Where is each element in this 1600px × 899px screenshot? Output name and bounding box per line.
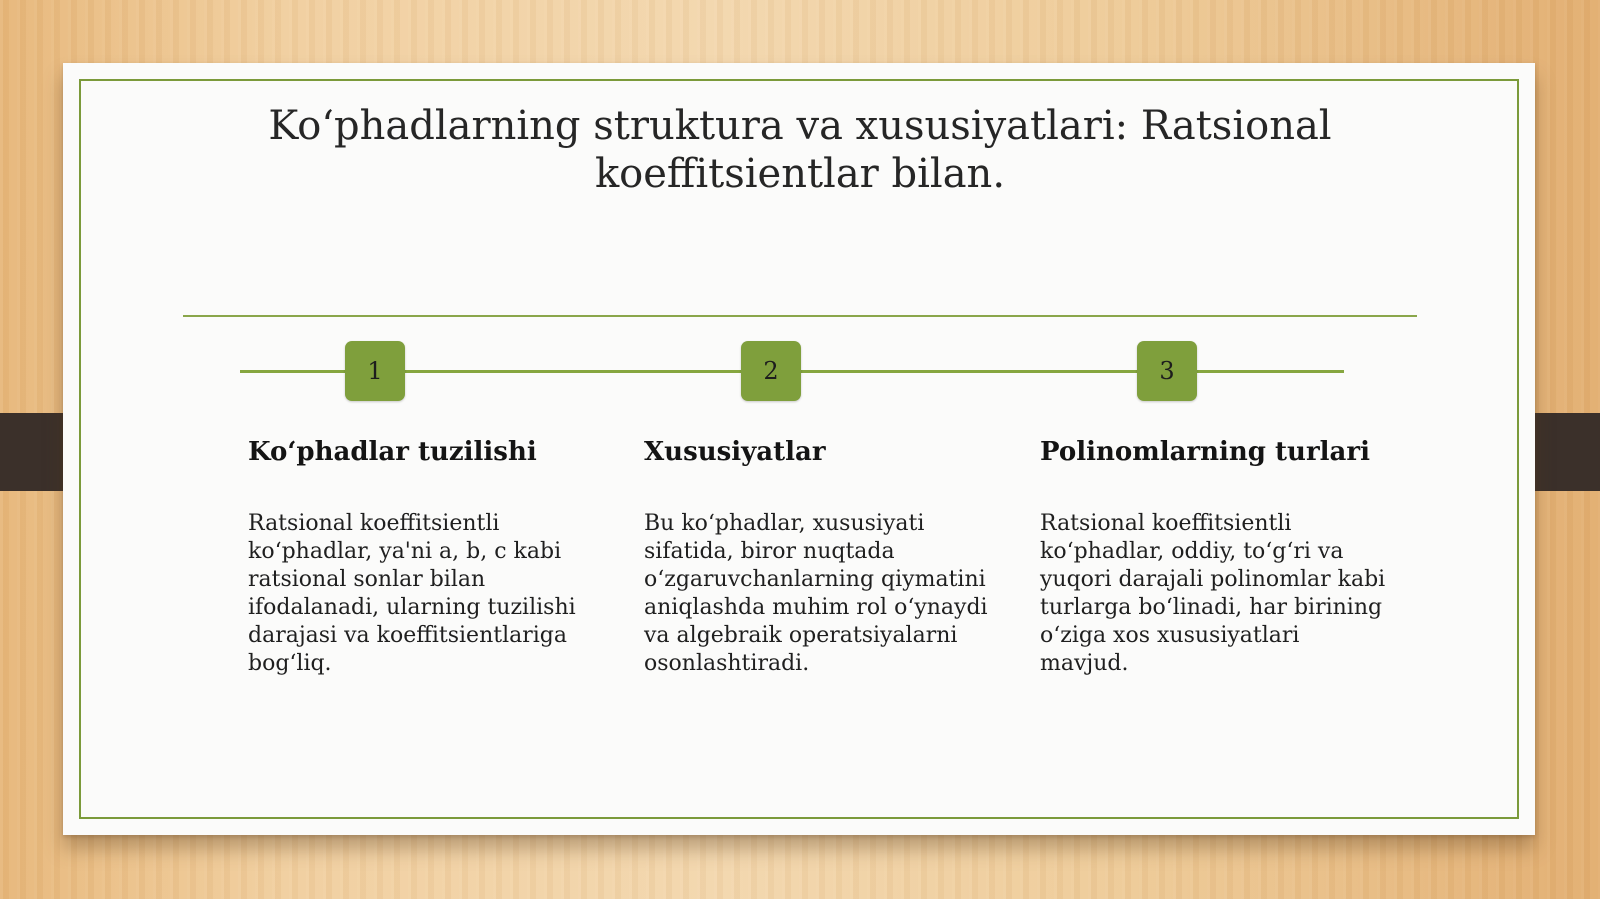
step-heading-3: Polinomlarning turlari [1040, 437, 1370, 467]
step-column-2 [644, 436, 994, 676]
step-text-2: Bu ko‘phadlar, xususiyati sifatida, biror nuqtada o‘zgaruvchanlarning qiymatini aniqlashda muhim rol o‘ynaydi va algebraik operatsiyalarni osonlashtiradi. [644, 511, 988, 676]
step-column-3 [1040, 436, 1390, 676]
title-divider [183, 315, 1417, 317]
step-badge-2: 2 [741, 341, 801, 401]
step-badge-3: 3 [1137, 341, 1197, 401]
step-column-1 [248, 436, 598, 676]
step-badge-1: 1 [345, 341, 405, 401]
step-text-3: Ratsional koeffitsientli ko‘phadlar, oddiy, to‘g‘ri va yuqori darajali polinomlar kabi turlarga bo‘linadi, har birining o‘ziga xos xususiyatlari mavjud. [1040, 511, 1386, 676]
step-heading-2: Xususiyatlar [644, 437, 826, 467]
step-heading-1: Ko‘phadlar tuzilishi [248, 437, 537, 467]
slide-title: Ko‘phadlarning struktura va xususiyatlari: Ratsional koeffitsientlar bilan. [268, 103, 1332, 197]
step-text-1: Ratsional koeffitsientli ko‘phadlar, ya'ni a, b, c kabi ratsional sonlar bilan ifodalanadi, ularning tuzilishi darajasi va koeffitsientlariga bog‘liq. [248, 511, 576, 676]
